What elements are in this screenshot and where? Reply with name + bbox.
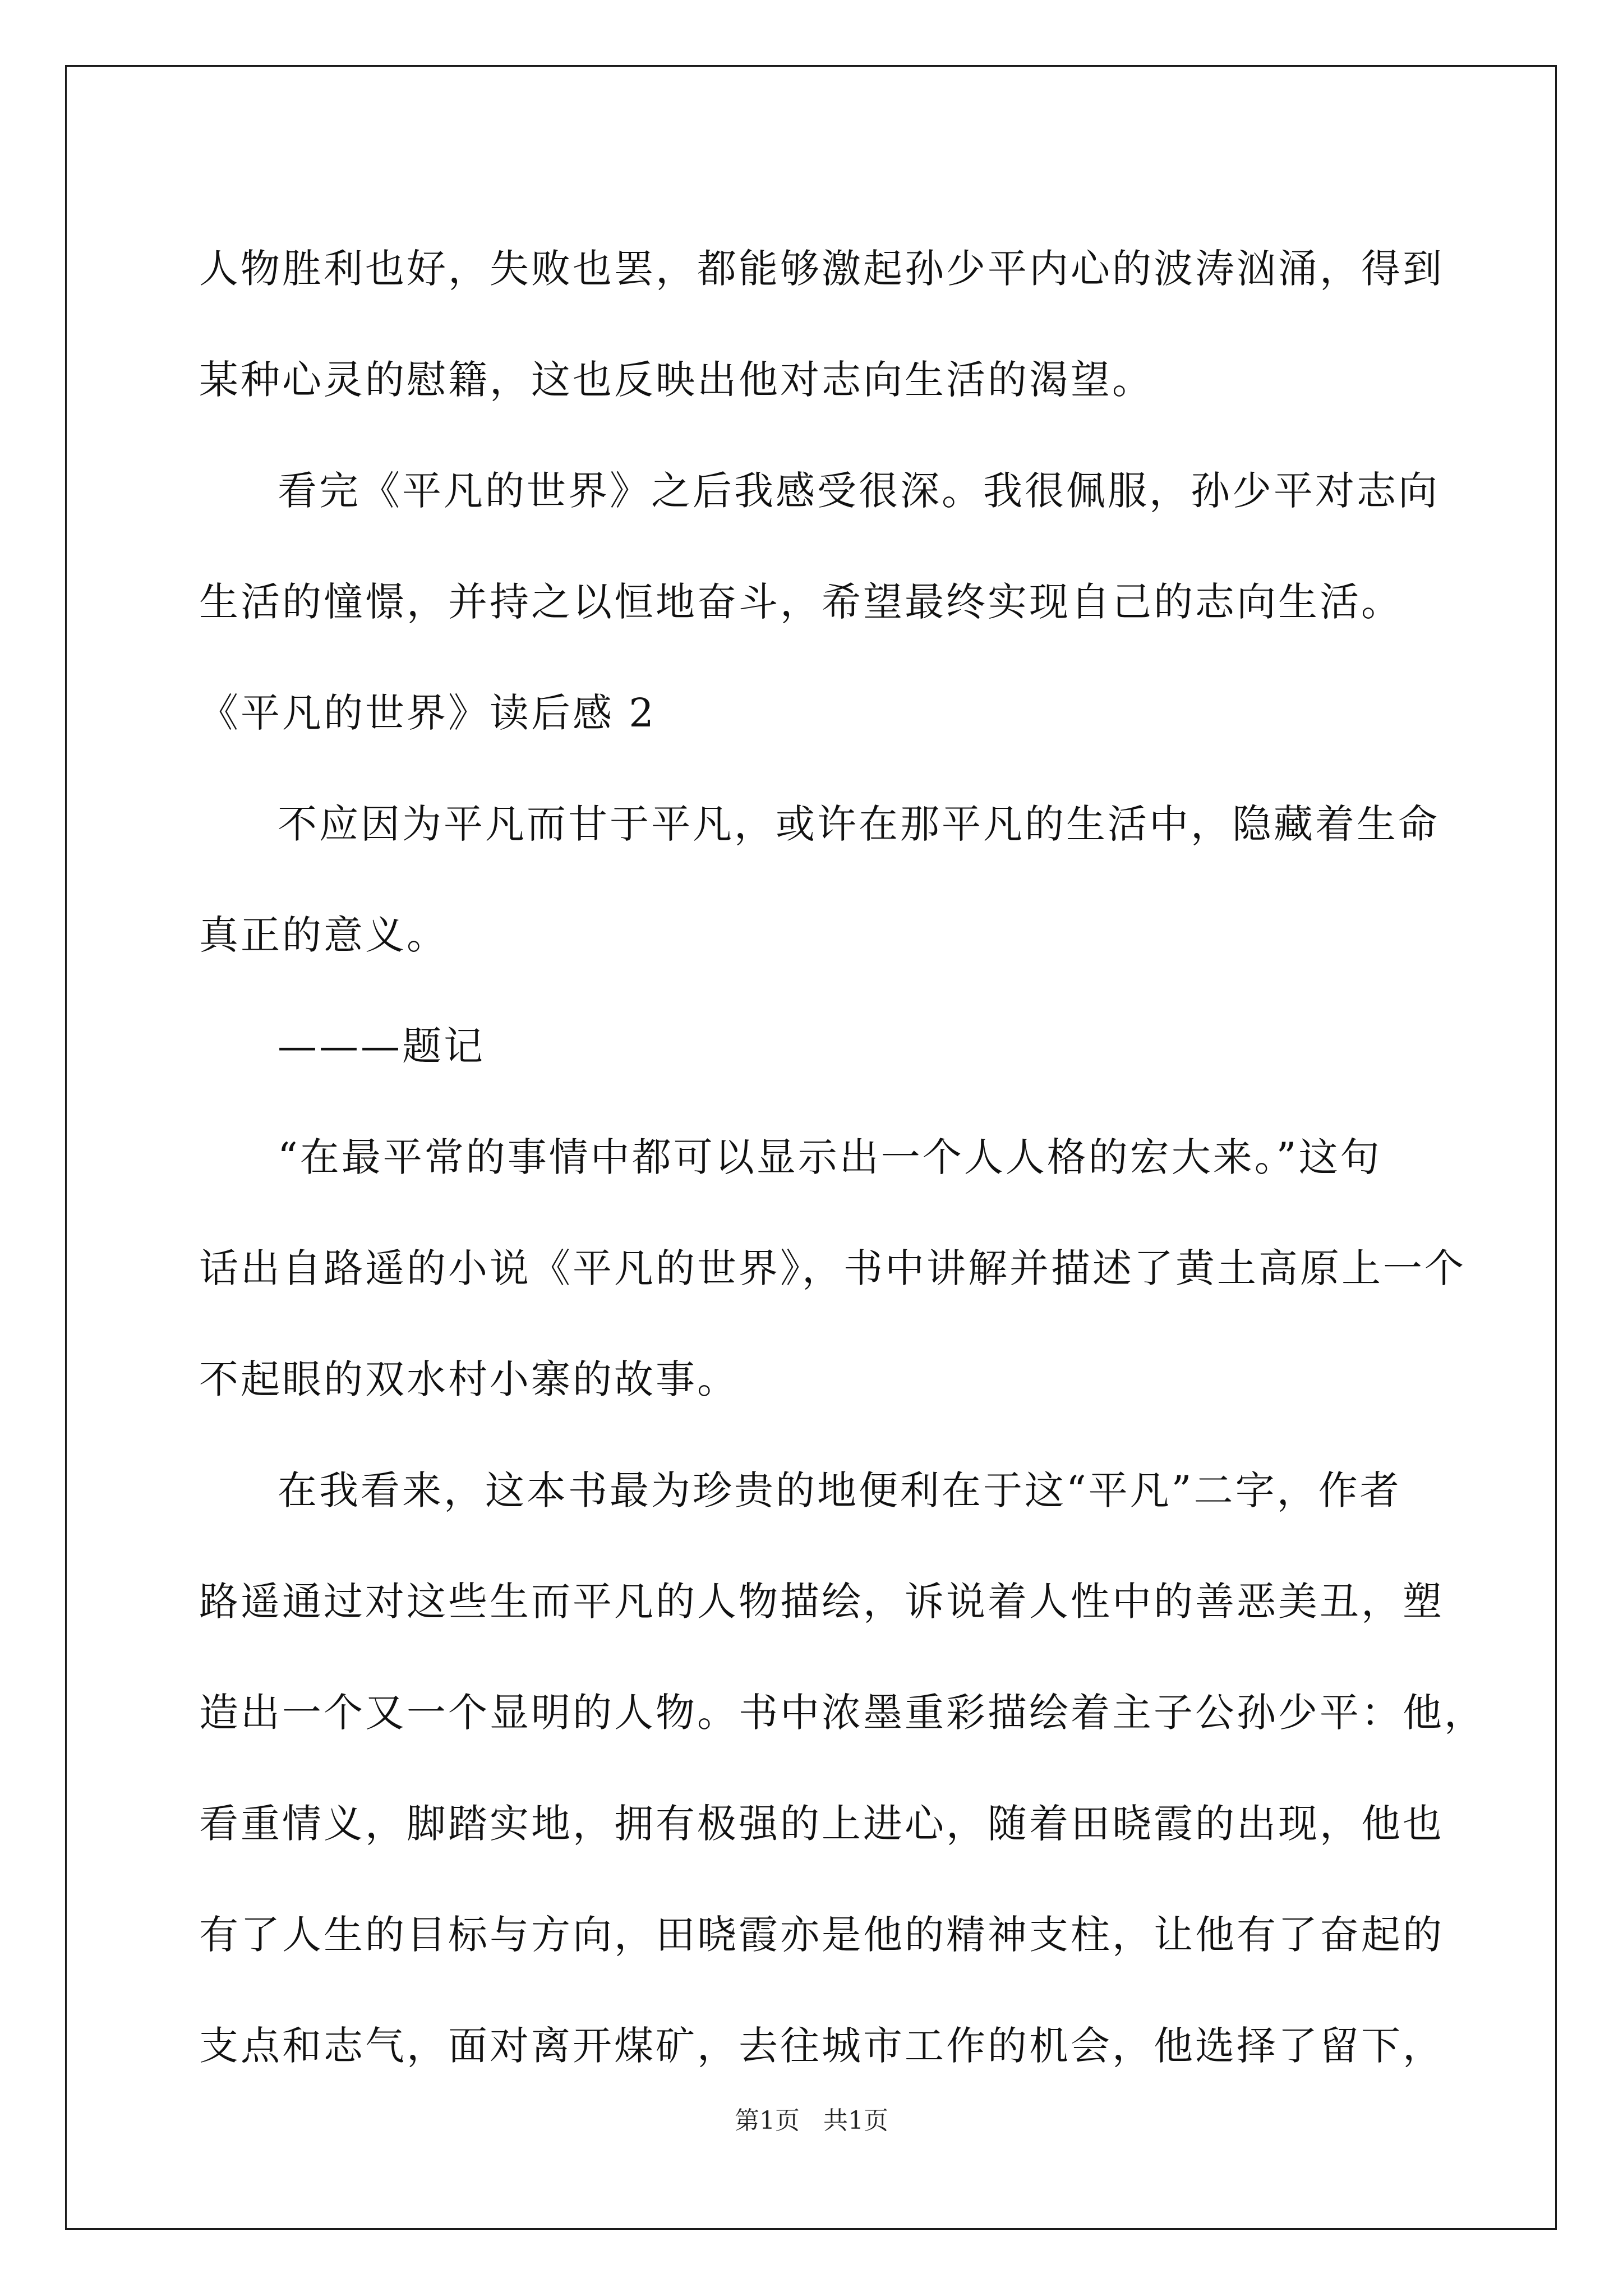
page-footer: 第1页 共1页 — [735, 2106, 888, 2135]
text-line: 看完《平凡的世界》之后我感受很深。我很佩服，孙少平对志向 — [278, 468, 1440, 514]
text-line: 在我看来，这本书最为珍贵的地便利在于这“平凡”二字，作者 — [278, 1467, 1401, 1513]
text-line: 生活的憧憬，并持之以恒地奋斗，希望最终实现自己的志向生活。 — [199, 579, 1403, 625]
text-line: 路遥通过对这些生而平凡的人物描绘，诉说着人性中的善恶美丑，塑 — [199, 1579, 1444, 1625]
text-line: 真正的意义。 — [199, 912, 448, 958]
text-line: 不应因为平凡而甘于平凡，或许在那平凡的生活中，隐藏着生命 — [278, 801, 1440, 847]
text-line: 有了人生的目标与方向，田晓霞亦是他的精神支柱，让他有了奋起的 — [199, 1912, 1444, 1958]
epigraph-attribution: ———题记 — [278, 1023, 485, 1069]
text-line: 某种心灵的慰籍，这也反映出他对志向生活的渴望。 — [199, 357, 1154, 403]
section-heading: 《平凡的世界》读后感 2 — [199, 690, 656, 736]
text-line: 造出一个又一个显明的人物。书中浓墨重彩描绘着主子公孙少平：他， — [199, 1690, 1486, 1736]
text-line: 不起眼的双水村小寨的故事。 — [199, 1356, 739, 1402]
text-line: “在最平常的事情中都可以显示出一个人人格的宏大来。”这句 — [278, 1134, 1382, 1180]
document-body — [199, 213, 1486, 2101]
text-line: 看重情义，脚踏实地，拥有极强的上进心，随着田晓霞的出现，他也 — [199, 1801, 1444, 1847]
text-line: 话出自路遥的小说《平凡的世界》，书中讲解并描述了黄土高原上一个 — [199, 1245, 1466, 1291]
text-line: 支点和志气，面对离开煤矿，去往城市工作的机会，他选择了留下， — [199, 2023, 1444, 2069]
text-line: 人物胜利也好，失败也罢，都能够激起孙少平内心的波涛汹涌，得到 — [199, 246, 1444, 292]
